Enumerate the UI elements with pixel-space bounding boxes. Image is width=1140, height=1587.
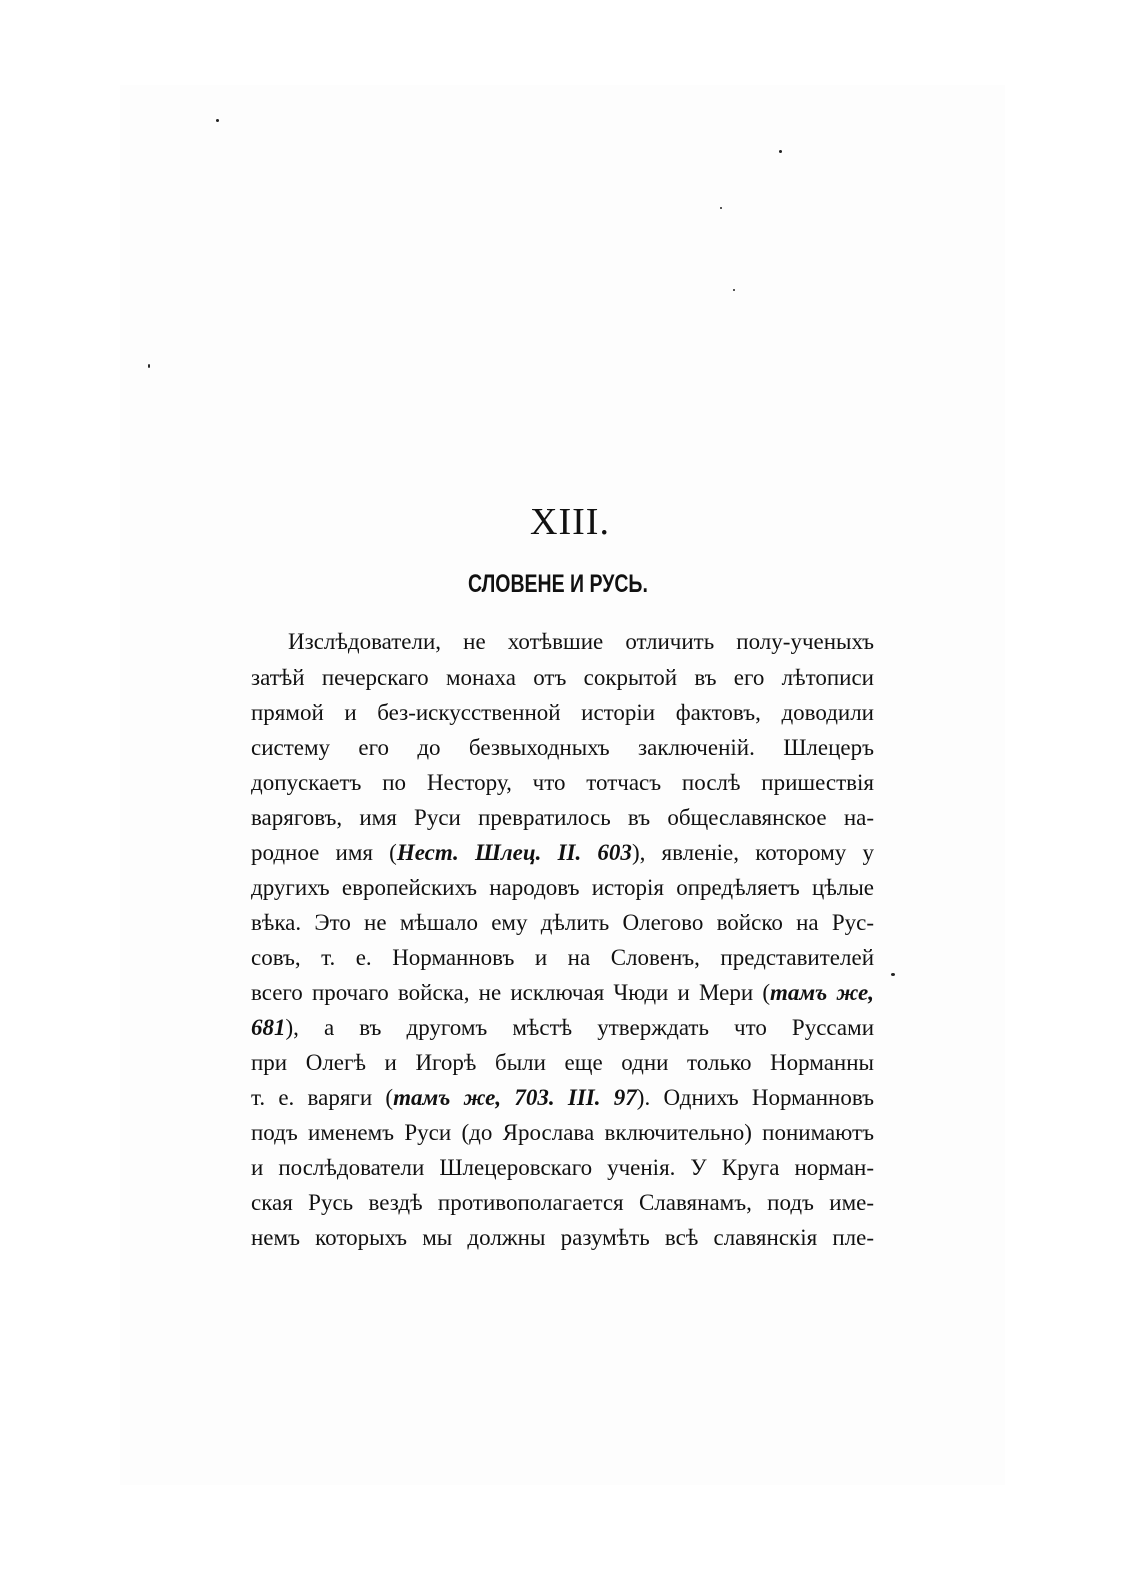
text-line — [251, 696, 874, 730]
text-run: немъ которыхъ мы должны разумѣть всѣ славянскія пле- — [251, 1225, 874, 1250]
text-run: ская Русь вездѣ противополагается Славянамъ, подъ име- — [251, 1190, 874, 1215]
text-line — [251, 871, 874, 905]
print-speck — [891, 973, 895, 976]
text-run: Изслѣдователи, не хотѣвшие отличить полу-ученыхъ — [288, 629, 874, 654]
print-speck — [779, 150, 782, 153]
text-line — [251, 1011, 874, 1045]
print-speck — [720, 207, 722, 209]
text-run: и послѣдователи Шлецеровскаго ученія. У Круга норман- — [251, 1155, 874, 1180]
text-line — [251, 836, 874, 870]
text-run: систему его до безвыходныхъ заключеній. Шлецеръ — [251, 735, 874, 760]
text-run: при Олегѣ и Игорѣ были еще одни только Норманны — [251, 1050, 874, 1075]
text-line — [251, 976, 874, 1010]
chapter-number: XIII. — [530, 501, 610, 543]
text-run: затѣй печерскаго монаха отъ сокрытой въ его лѣтописи — [251, 665, 874, 690]
text-run: допускаетъ по Нестору, что тотчасъ послѣ пришествія — [251, 770, 874, 795]
text-line — [251, 1116, 874, 1150]
text-line — [251, 1151, 874, 1185]
text-run: совъ, т. е. Норманновъ и на Словенъ, представителей — [251, 945, 874, 970]
citation-run: тамъ же, 703. III. 97 — [393, 1085, 637, 1110]
text-run: всего прочаго войска, не исключая Чюди и Мери ( — [251, 980, 770, 1005]
print-speck — [216, 119, 219, 122]
text-run: ). Однихъ Норманновъ — [636, 1085, 875, 1110]
text-line — [251, 941, 874, 975]
text-line — [251, 1046, 874, 1080]
text-run: подъ именемъ Руси (до Ярослава включительно) понимаютъ — [251, 1120, 874, 1145]
text-run: ), явленіе, которому у — [631, 840, 874, 865]
text-line — [251, 766, 874, 800]
text-run: другихъ европейскихъ народовъ исторія опредѣляетъ цѣлые — [251, 875, 874, 900]
text-run: прямой и без-искусственной исторіи фактовъ, доводили — [251, 700, 874, 725]
citation-run: Нест. Шлец. II. 603 — [396, 840, 632, 865]
citation-run: тамъ же, — [770, 980, 874, 1005]
text-run: родное имя ( — [251, 840, 397, 865]
text-run: варяговъ, имя Руси превратилось въ общеславянское на- — [251, 805, 874, 830]
text-line — [251, 906, 874, 940]
text-run: ), а въ другомъ мѣстѣ утверждать что Руссами — [285, 1015, 874, 1040]
text-run: т. е. варяги ( — [251, 1085, 394, 1110]
text-line — [288, 625, 874, 659]
print-speck — [148, 364, 150, 368]
text-run: вѣка. Это не мѣшало ему дѣлить Олегово войско на Рус- — [251, 910, 874, 935]
chapter-title: СЛОВЕНЕ И РУСЬ. — [468, 570, 648, 598]
text-line — [251, 731, 874, 765]
text-line — [251, 1081, 874, 1115]
text-line — [251, 1186, 874, 1220]
text-line — [251, 801, 874, 835]
text-line — [251, 661, 874, 695]
print-speck — [733, 289, 735, 291]
citation-run: 681 — [251, 1015, 286, 1040]
text-line — [251, 1221, 874, 1255]
